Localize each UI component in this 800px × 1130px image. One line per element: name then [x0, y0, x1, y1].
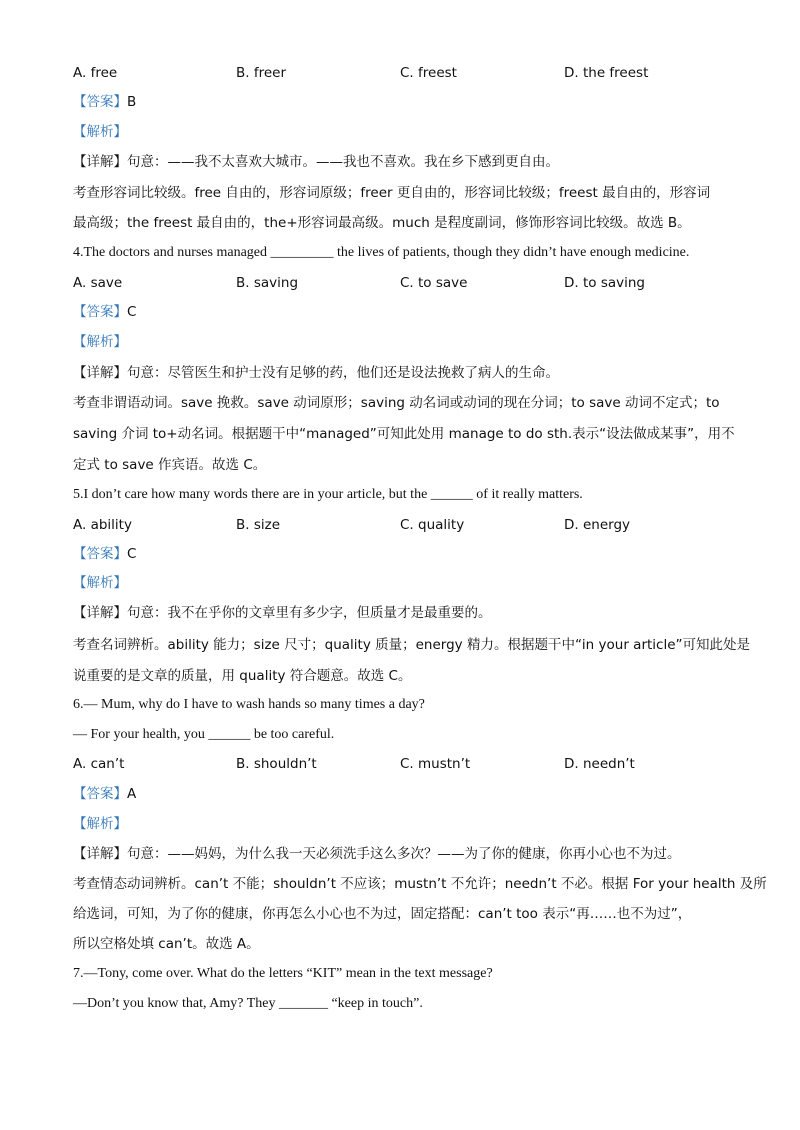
q7-stem-1: 7.—Tony, come over. What do the letters “KIT” mean in the text message? [73, 966, 493, 981]
q3-explain-2: 最高级；the freest 最自由的，the+形容词最高级。much 是程度副词，修饰形容词比较级。故选 B。 [73, 215, 691, 231]
analysis-tag: 【解析】 [73, 124, 127, 140]
q3-detail [73, 153, 733, 171]
q6-detail [73, 845, 733, 863]
q6-analysis [73, 815, 733, 833]
detail-tag: 【详解】 [73, 365, 127, 381]
q5-detail [73, 604, 733, 622]
detail-tag: 【详解】 [73, 154, 127, 170]
q4-explain-1: 考查非谓语动词。save 挽救。save 动词原形；saving 动名词或动词的现在分词；to save 动词不定式；to [73, 395, 720, 411]
q6-explain-3: 所以空格处填 can’t。故选 A。 [73, 936, 260, 952]
q6-option-a[interactable]: A. can’t [73, 756, 125, 772]
answer-tag: 【答案】 [73, 94, 127, 110]
q4-option-c[interactable]: C. to save [400, 275, 468, 291]
q3-analysis [73, 123, 733, 141]
detail-text: 句意：我不在乎你的文章里有多少字，但质量才是最重要的。 [127, 605, 492, 621]
q6-explain-2: 给选词，可知，为了你的健康，你再怎么小心也不为过，固定搭配：can’t too 表示“再……也不为过”， [73, 906, 692, 922]
q6-option-b[interactable]: B. shouldn’t [236, 756, 317, 772]
q3-option-c[interactable]: C. freest [400, 65, 457, 81]
q6-explain-1: 考查情态动词辨析。can’t 不能；shouldn’t 不应该；mustn’t 不允许；needn’t 不必。根据 For your health 及所 [73, 876, 767, 892]
q6-option-d[interactable]: D. needn’t [564, 756, 635, 772]
answer-value: C [127, 304, 137, 320]
detail-text: 句意：——我不太喜欢大城市。——我也不喜欢。我在乡下感到更自由。 [127, 154, 559, 170]
detail-text: 句意：——妈妈，为什么我一天必须洗手这么多次？——为了你的健康，你再小心也不为过。 [127, 846, 681, 862]
q4-explain-2: saving 介词 to+动名词。根据题干中“managed”可知此处用 manage to do sth.表示“设法做成某事”，用不 [73, 426, 735, 442]
q5-analysis [73, 574, 733, 592]
q4-option-a[interactable]: A. save [73, 275, 123, 291]
q5-option-b[interactable]: B. size [236, 517, 281, 533]
q7-stem-2: —Don’t you know that, Amy? They _______ “keep in touch”. [73, 996, 423, 1011]
q5-option-d[interactable]: D. energy [564, 517, 631, 533]
q4-explain-3: 定式 to save 作宾语。故选 C。 [73, 457, 267, 473]
answer-tag: 【答案】 [73, 304, 127, 320]
q4-stem: 4.The doctors and nurses managed _________ the lives of patients, though they didn’t have enough medicine. [73, 245, 690, 260]
detail-text: 句意：尽管医生和护士没有足够的药，他们还是设法挽救了病人的生命。 [127, 365, 559, 381]
answer-tag: 【答案】 [73, 786, 127, 802]
q3-option-b[interactable]: B. freer [236, 65, 287, 81]
q4-option-d[interactable]: D. to saving [564, 275, 645, 291]
answer-tag: 【答案】 [73, 546, 127, 562]
q5-answer [73, 545, 733, 563]
q3-explain-1: 考查形容词比较级。free 自由的，形容词原级；freer 更自由的，形容词比较级；freest 最自由的，形容词 [73, 185, 711, 201]
q4-option-b[interactable]: B. saving [236, 275, 299, 291]
q6-stem-1: 6.— Mum, why do I have to wash hands so many times a day? [73, 697, 425, 712]
q6-answer [73, 785, 733, 803]
analysis-tag: 【解析】 [73, 334, 127, 350]
q5-stem: 5.I don’t care how many words there are in your article, but the ______ of it really matters. [73, 487, 583, 502]
q3-answer [73, 93, 733, 111]
analysis-tag: 【解析】 [73, 575, 127, 591]
detail-tag: 【详解】 [73, 605, 127, 621]
q5-explain-1: 考查名词辨析。ability 能力；size 尺寸；quality 质量；energy 精力。根据题干中“in your article”可知此处是 [73, 637, 751, 653]
q6-stem-2: — For your health, you ______ be too careful. [73, 727, 335, 742]
q5-option-c[interactable]: C. quality [400, 517, 465, 533]
q4-answer [73, 303, 733, 321]
q4-detail [73, 364, 733, 382]
q5-option-a[interactable]: A. ability [73, 517, 132, 533]
detail-tag: 【详解】 [73, 846, 127, 862]
q5-explain-2: 说重要的是文章的质量，用 quality 符合题意。故选 C。 [73, 668, 412, 684]
answer-value: A [127, 786, 137, 802]
analysis-tag: 【解析】 [73, 816, 127, 832]
q3-option-a[interactable]: A. free [73, 65, 118, 81]
q3-option-d[interactable]: D. the freest [564, 65, 649, 81]
q4-analysis [73, 333, 733, 351]
q6-option-c[interactable]: C. mustn’t [400, 756, 471, 772]
answer-value: B [127, 94, 137, 110]
answer-value: C [127, 546, 137, 562]
